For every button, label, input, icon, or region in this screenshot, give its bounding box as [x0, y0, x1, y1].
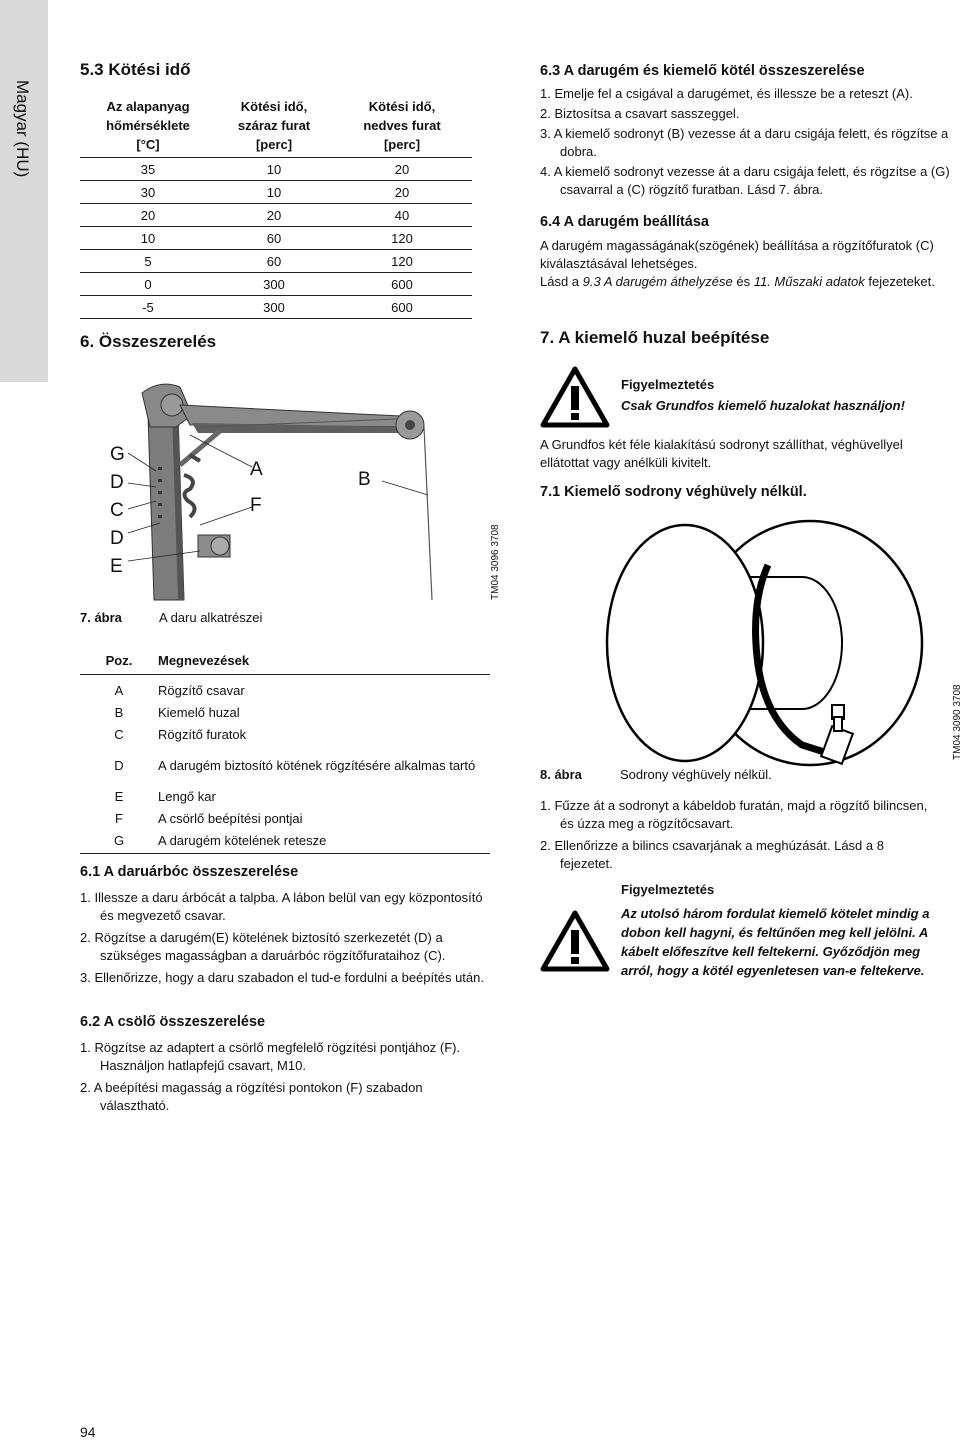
table-cell: 300 [263, 299, 285, 315]
label-d: D [110, 472, 124, 493]
label-e: E [110, 556, 123, 577]
label-f: F [250, 495, 262, 516]
wire-intro: A Grundfos két féle kialakítású sodronyt szállíthat, véghüvellyel ellátottat vagy anélküli kivitelt. [540, 437, 903, 470]
parts-value: Rögzítő furatok [158, 726, 247, 742]
header-line: [perc] [383, 137, 421, 152]
warning-2-title: Figyelmeztetés [621, 882, 715, 897]
section-6-4-body [540, 237, 940, 291]
parts-value: A darugém kötelének retesze [158, 832, 327, 848]
header-position: Poz. [105, 653, 133, 668]
list-item: 1. Rögzítse az adaptert a csörlő megfelelő rögzítési pontjához (F). Használjon hatlapfejű csavart, M10. [80, 1040, 461, 1073]
section-6-3-title: 6.3 A darugém és kiemelő kötél összeszerelése [540, 63, 865, 79]
crane-illustration [80, 375, 510, 600]
table-cell: 20 [140, 207, 156, 223]
table-row [80, 250, 472, 272]
warning-icon-2 [540, 910, 610, 972]
figure-7-left-labels [110, 441, 125, 581]
table-cell: 0 [144, 276, 152, 292]
list-item: 1. Illessze a daru árbócát a talpba. A lábon belül van egy központosító és megvezető csavar. [80, 890, 483, 923]
see-ref-1: 9.3 A darugém áthelyzése [582, 274, 733, 289]
list-item: 1. Emelje fel a csigával a darugémet, és illessze be a reteszt (A). [540, 86, 913, 101]
table-row [80, 273, 472, 295]
header-line: hőmérséklete [106, 118, 190, 133]
table-row [80, 296, 472, 318]
label-a: A [250, 459, 263, 480]
parts-key: A [114, 682, 124, 698]
list-item: 1. Fűzze át a sodronyt a kábeldob furatán, majd a rögzítő bilincsen, és úzza meg a rögzítőcsavart. [540, 798, 928, 831]
header-line: Kötési idő, [240, 99, 308, 114]
table-cell: 600 [391, 299, 413, 315]
section-5-3-title: 5.3 Kötési idő [80, 60, 191, 79]
language-label: Magyar (HU) [13, 80, 32, 178]
table-cell: 30 [140, 184, 156, 200]
table-row [80, 204, 472, 226]
parts-key: C [114, 726, 124, 742]
warning-2-text: Az utolsó három fordulat kiemelő kötelet mindig a dobon kell hagyni, és feltűnően meg kell jelölni. A kábelt előfeszítve kell feltekerni. Győződjön meg arról, hogy a kötél egyenletesen van-e feltekerve. [621, 906, 930, 978]
parts-key: F [115, 810, 123, 826]
warning-icon [540, 366, 610, 428]
figure-8-caption-text: Sodrony véghüvely nélkül. [620, 767, 772, 782]
table-header [80, 97, 472, 154]
parts-row [80, 679, 490, 701]
list-item: 3. A kiemelő sodronyt (B) vezesse át a daru csigája felett, és rögzítse a dobra. [540, 126, 949, 159]
label-b: B [358, 469, 371, 490]
table-row [80, 227, 472, 249]
parts-value: Lengő kar [158, 788, 216, 804]
section-6-3-list [540, 85, 950, 199]
table-cell: 300 [263, 276, 285, 292]
parts-value: A csörlő beépítési pontjai [158, 810, 303, 826]
list-item: 2. A beépítési magasság a rögzítési pontokon (F) szabadon választható. [80, 1080, 423, 1113]
table-cell: 10 [140, 230, 156, 246]
parts-row [80, 723, 490, 745]
page-number: 94 [80, 1424, 96, 1440]
header-line: Kötési idő, [368, 99, 436, 114]
table-cell: 5 [144, 253, 152, 269]
table-cell: 20 [394, 161, 410, 177]
figure-8-caption-number: 8. ábra [540, 767, 582, 782]
parts-key: G [113, 832, 125, 848]
header-line: nedves furat [363, 118, 441, 133]
parts-row [80, 807, 490, 829]
table-cell: 35 [140, 161, 156, 177]
figure-8-drum [540, 515, 963, 765]
table-cell: 120 [391, 230, 413, 246]
parts-key: E [114, 788, 124, 804]
header-line: [°C] [136, 137, 160, 152]
list-item: 2. Rögzítse a darugém(E) kötelének biztosító szerkezetét (D) a szükséges magasságban a daruárbóc rögzítőfurataihoz (C). [80, 930, 446, 963]
parts-row [80, 745, 490, 785]
section-6-2-title: 6.2 A csölő összeszerelése [80, 1014, 266, 1030]
parts-value: A darugém biztosító kötének rögzítésére alkalmas tartó [158, 757, 476, 773]
table-cell: 600 [391, 276, 413, 292]
see-prefix: Lásd a [540, 274, 583, 289]
parts-header [80, 652, 490, 674]
figure-7-code: TM04 3096 3708 [490, 524, 501, 600]
warning-1-text: Csak Grundfos kiemelő huzalokat használjon! [621, 398, 905, 413]
parts-value: Rögzítő csavar [158, 682, 245, 698]
figure-7-caption-number: 7. ábra [80, 610, 122, 625]
table-cell: 10 [266, 161, 282, 177]
section-6-4-see [540, 273, 940, 291]
see-mid: és [732, 274, 754, 289]
section-6-title: 6. Összeszerelés [80, 332, 217, 351]
section-6-1-title: 6.1 A daruárbóc összeszerelése [80, 864, 299, 880]
list-item: 3. Ellenőrizze, hogy a daru szabadon el tud-e fordulni a beépítés után. [80, 970, 484, 985]
see-ref-2: 11. Műszaki adatok [753, 274, 865, 289]
table-cell: -5 [142, 299, 154, 315]
language-side-tab [0, 0, 48, 382]
warning-1-title: Figyelmeztetés [621, 377, 715, 392]
figure-7-caption-text: A daru alkatrészei [159, 610, 263, 625]
list-item: 4. A kiemelő sodronyt vezesse át a daru csigája felett, és rögzítse a (G) csavarral a (C) rögzítő furatban. Lásd 7. ábra. [540, 164, 950, 197]
table-cell: 20 [394, 184, 410, 200]
section-6-4-text: A darugém magasságának(szögének) beállítása a rögzítőfuratok (C) kiválasztásával lehetséges. [540, 238, 934, 271]
setting-time-table [80, 97, 472, 319]
parts-table [80, 652, 490, 854]
parts-row [80, 785, 490, 807]
header-line: Az alapanyag [106, 99, 190, 114]
table-cell: 20 [266, 207, 282, 223]
list-item: 2. Biztosítsa a csavart sasszeggel. [540, 106, 740, 121]
section-6-4-title: 6.4 A darugém beállítása [540, 214, 709, 230]
label-d-2: D [110, 528, 124, 549]
section-6-1-list [80, 889, 490, 987]
parts-key: B [114, 704, 124, 720]
section-7-1-title: 7.1 Kiemelő sodrony véghüvely nélkül. [540, 484, 807, 500]
table-cell: 40 [394, 207, 410, 223]
label-g: G [110, 444, 125, 465]
table-row [80, 181, 472, 203]
section-6-2-list [80, 1039, 490, 1115]
parts-key: D [114, 757, 124, 773]
figure-8-code: TM04 3090 3708 [952, 684, 963, 760]
table-row [80, 158, 472, 180]
header-line: [perc] [255, 137, 293, 152]
table-cell: 120 [391, 253, 413, 269]
drum-illustration [540, 515, 960, 765]
parts-row [80, 701, 490, 723]
list-item: 2. Ellenőrizze a bilincs csavarjának a meghúzását. Lásd a 8 fejezetet. [540, 838, 884, 871]
parts-value: Kiemelő huzal [158, 704, 240, 720]
table-cell: 10 [266, 184, 282, 200]
table-cell: 60 [266, 230, 282, 246]
section-7-title: 7. A kiemelő huzal beépítése [540, 328, 770, 347]
see-suffix: fejezeteket. [864, 274, 935, 289]
steps-list [540, 797, 930, 873]
label-c: C [110, 500, 124, 521]
parts-row [80, 829, 490, 851]
header-name: Megnevezések [158, 653, 250, 668]
header-line: száraz furat [237, 118, 311, 133]
figure-7-crane [80, 375, 510, 600]
table-cell: 60 [266, 253, 282, 269]
